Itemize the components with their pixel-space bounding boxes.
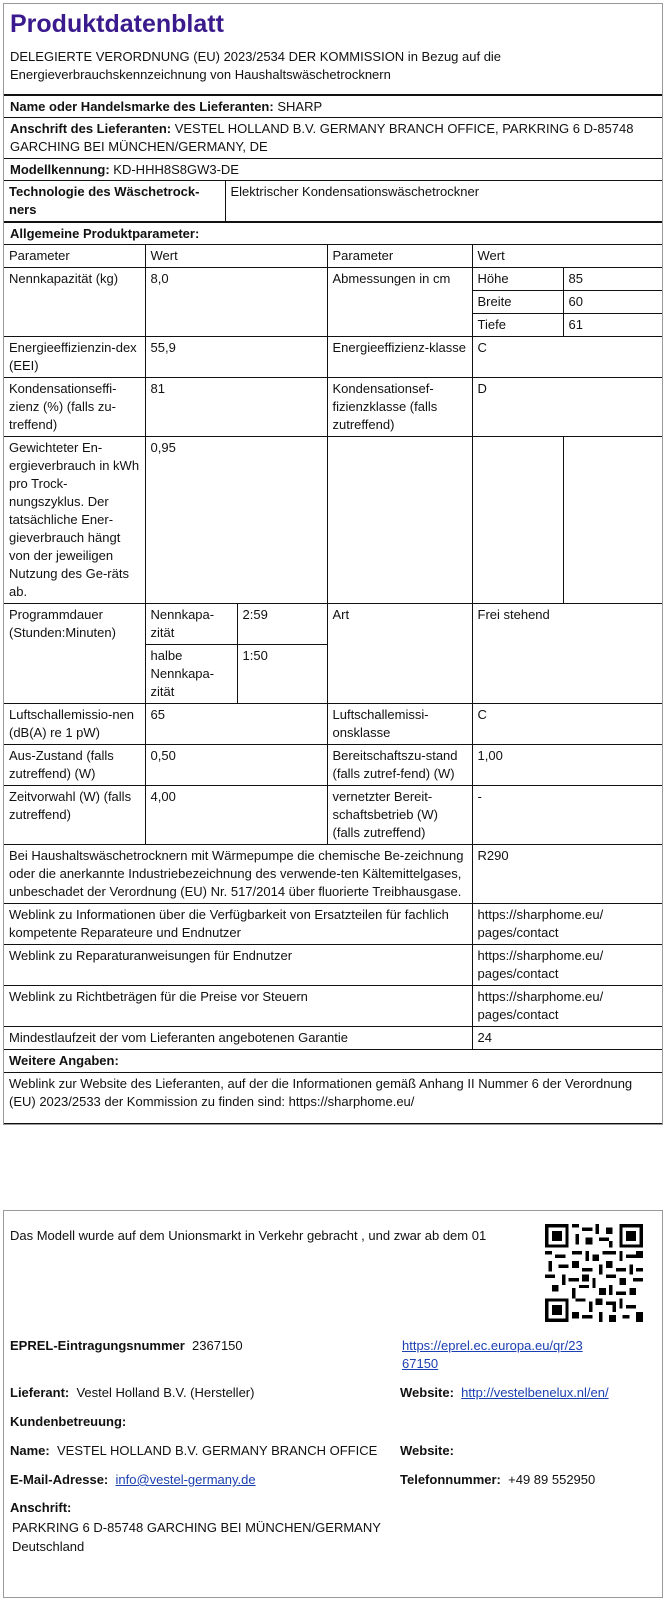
technology-label: Technologie des Wäschetrock-ners bbox=[4, 181, 225, 222]
repair-link[interactable]: https://sharphome.eu/ pages/contact bbox=[472, 945, 662, 986]
table-row bbox=[4, 845, 662, 904]
table-row bbox=[4, 437, 662, 604]
spare-parts-label: Weblink zu Informationen über die Verfügbarkeit von Ersatzteilen für fachlich kompetente Reparateure und Endnutzer bbox=[4, 904, 472, 945]
supplier-label: Lieferant: bbox=[10, 1385, 70, 1400]
type-value: Frei stehend bbox=[472, 604, 662, 704]
refrigerant-label: Bei Haushaltswäschetrocknern mit Wärmepumpe die chemische Be-zeichnung oder die anerkannte Industriebezeichnung des verwende-ten Kältemittelgases, unbeschadet der Verordnung (EU) Nr. 517/2014 über fluorierte Treibhausgase. bbox=[4, 845, 472, 904]
params-table bbox=[4, 244, 662, 1124]
standby-value: 1,00 bbox=[472, 745, 662, 786]
address-line2: Deutschland bbox=[12, 1539, 85, 1554]
off-mode-value: 0,50 bbox=[145, 745, 327, 786]
noise-class-value: C bbox=[472, 704, 662, 745]
empty-cell bbox=[563, 437, 662, 604]
col-header-param2: Parameter bbox=[327, 245, 472, 268]
technology-value: Elektrischer Kondensationswäschetrockner bbox=[225, 181, 662, 222]
supplier-name-label: Name oder Handelsmarke des Lieferanten: bbox=[10, 99, 274, 114]
standby-label: Bereitschaftszu-stand (falls zutref-fend) (W) bbox=[327, 745, 472, 786]
height-value: 85 bbox=[563, 268, 662, 291]
supplier-row bbox=[10, 1384, 254, 1402]
delay-start-value: 4,00 bbox=[145, 786, 327, 845]
type-label: Art bbox=[327, 604, 472, 704]
energy-consumption-label: Gewichteter En-ergieverbrauch in kWh pro Trock-nungszyklus. Der tatsächliche Ener-gieverbrauch hängt von der jeweiligen Nutzung des Ge-räts ab. bbox=[4, 437, 145, 604]
eprel-link-line1: https://eprel.ec.europa.eu/qr/23 bbox=[402, 1338, 583, 1353]
supplier-value: Vestel Holland B.V. (Hersteller) bbox=[76, 1385, 255, 1400]
care-name-value: VESTEL HOLLAND B.V. GERMANY BRANCH OFFICE bbox=[56, 1443, 378, 1458]
market-text: Das Modell wurde auf dem Unionsmarkt in Verkehr gebracht , und zwar ab dem 01 bbox=[10, 1228, 487, 1243]
supplier-name-value: SHARP bbox=[277, 99, 323, 114]
phone-row bbox=[400, 1471, 595, 1489]
table-row bbox=[4, 945, 662, 986]
program-full-value: 2:59 bbox=[237, 604, 327, 645]
care-website-label: Website: bbox=[400, 1443, 454, 1458]
eprel-link[interactable] bbox=[402, 1337, 583, 1373]
qr-code-icon[interactable] bbox=[545, 1224, 643, 1322]
table-row bbox=[4, 378, 662, 437]
table-row bbox=[4, 704, 662, 745]
program-half-label: halbe Nennkapa-zität bbox=[145, 645, 237, 704]
networked-standby-value: - bbox=[472, 786, 662, 845]
col-header-param: Parameter bbox=[4, 245, 145, 268]
noise-value: 65 bbox=[145, 704, 327, 745]
capacity-value: 8,0 bbox=[145, 268, 327, 337]
dimensions-label: Abmessungen in cm bbox=[327, 268, 472, 337]
program-full-label: Nennkapa-zität bbox=[145, 604, 237, 645]
phone-label: Telefonnummer: bbox=[400, 1472, 501, 1487]
energy-class-value: C bbox=[472, 337, 662, 378]
table-row bbox=[4, 986, 662, 1027]
regulation-subtitle: DELEGIERTE VERORDNUNG (EU) 2023/2534 DER KOMMISSION in Bezug auf die Energieverbrauchskennzeichnung von Haushaltswäschetrocknern bbox=[10, 49, 502, 82]
table-row bbox=[4, 268, 662, 291]
off-mode-label: Aus-Zustand (falls zutreffend) (W) bbox=[4, 745, 145, 786]
address-line1: PARKRING 6 D-85748 GARCHING BEI MÜNCHEN/GERMANY bbox=[12, 1520, 381, 1535]
table-row bbox=[4, 745, 662, 786]
params-section-title: Allgemeine Produktparameter: bbox=[4, 222, 662, 244]
width-value: 60 bbox=[563, 291, 662, 314]
care-name-row bbox=[10, 1442, 377, 1460]
table-row bbox=[4, 1050, 662, 1073]
delay-start-label: Zeitvorwahl (W) (falls zutreffend) bbox=[4, 786, 145, 845]
params-header-row bbox=[4, 245, 662, 268]
more-info-text: Weblink zur Website des Lieferanten, auf der die Informationen gemäß Anhang II Nummer 6 der Verordnung (EU) 2023/2533 der Kommission zu finden sind: https://sharphome.eu/ bbox=[4, 1073, 662, 1124]
website-label: Website: bbox=[400, 1385, 454, 1400]
email-link[interactable]: info@vestel-germany.de bbox=[115, 1472, 256, 1487]
col-header-value: Wert bbox=[145, 245, 327, 268]
empty-cell bbox=[327, 437, 472, 604]
condensation-label: Kondensationseffi-zienz (%) (falls zu-treffend) bbox=[4, 378, 145, 437]
table-row bbox=[4, 1027, 662, 1050]
noise-class-label: Luftschallemissi-onsklasse bbox=[327, 704, 472, 745]
table-row bbox=[4, 786, 662, 845]
warranty-label: Mindestlaufzeit der vom Lieferanten angebotenen Garantie bbox=[4, 1027, 472, 1050]
website-row bbox=[400, 1384, 609, 1402]
website-link[interactable]: http://vestelbenelux.nl/en/ bbox=[461, 1385, 609, 1400]
depth-label: Tiefe bbox=[472, 314, 563, 337]
refrigerant-value: R290 bbox=[472, 845, 662, 904]
model-value: KD-HHH8S8GW3-DE bbox=[113, 162, 239, 177]
condensation-class-label: Kondensationsef-fizienzklasse (falls zutreffend) bbox=[327, 378, 472, 437]
empty-cell bbox=[472, 437, 563, 604]
address-title: Anschrift: bbox=[10, 1500, 72, 1515]
energy-class-label: Energieeffizienz-klasse bbox=[327, 337, 472, 378]
eei-value: 55,9 bbox=[145, 337, 327, 378]
supplier-address-row bbox=[4, 117, 662, 158]
table-row bbox=[4, 337, 662, 378]
supplier-address-label: Anschrift des Lieferanten: bbox=[10, 121, 172, 136]
capacity-label: Nennkapazität (kg) bbox=[4, 268, 145, 337]
phone-value: +49 89 552950 bbox=[508, 1472, 596, 1487]
spare-parts-link[interactable]: https://sharphome.eu/ pages/contact bbox=[472, 904, 662, 945]
email-label: E-Mail-Adresse: bbox=[10, 1472, 109, 1487]
supplier-address-value: VESTEL HOLLAND B.V. GERMANY BRANCH OFFICE, PARKRING 6 D-85748 GARCHING BEI MÜNCHEN/GERMANY, DE bbox=[10, 121, 634, 154]
price-label: Weblink zu Richtbeträgen für die Preise vor Steuern bbox=[4, 986, 472, 1027]
height-label: Höhe bbox=[472, 268, 563, 291]
table-row bbox=[4, 904, 662, 945]
col-header-value2: Wert bbox=[472, 245, 662, 268]
condensation-value: 81 bbox=[145, 378, 327, 437]
eprel-link-line2: 67150 bbox=[402, 1356, 439, 1371]
more-info-title: Weitere Angaben: bbox=[4, 1050, 662, 1073]
warranty-value: 24 bbox=[472, 1027, 662, 1050]
eprel-value: 2367150 bbox=[192, 1338, 243, 1353]
noise-label: Luftschallemissio-nen (dB(A) re 1 pW) bbox=[4, 704, 145, 745]
care-name-label: Name: bbox=[10, 1443, 50, 1458]
email-row bbox=[10, 1471, 256, 1489]
repair-label: Weblink zu Reparaturanweisungen für Endnutzer bbox=[4, 945, 472, 986]
energy-consumption-value: 0,95 bbox=[145, 437, 327, 604]
width-label: Breite bbox=[472, 291, 563, 314]
price-link[interactable]: https://sharphome.eu/ pages/contact bbox=[472, 986, 662, 1027]
eei-label: Energieeffizienzin-dex (EEI) bbox=[4, 337, 145, 378]
model-label: Modellkennung: bbox=[10, 162, 110, 177]
program-duration-label: Programmdauer (Stunden:Minuten) bbox=[4, 604, 145, 704]
networked-standby-label: vernetzter Bereit-schaftsbetrieb (W) (falls zutreffend) bbox=[327, 786, 472, 845]
program-half-value: 1:50 bbox=[237, 645, 327, 704]
model-row bbox=[4, 158, 662, 180]
table-row bbox=[4, 604, 662, 645]
condensation-class-value: D bbox=[472, 378, 662, 437]
page-title: Produktdatenblatt bbox=[10, 10, 224, 38]
care-website-row bbox=[400, 1442, 454, 1460]
product-data-sheet bbox=[3, 3, 663, 1125]
eprel-row bbox=[10, 1337, 243, 1355]
table-row bbox=[4, 1073, 662, 1124]
footer-panel bbox=[3, 1210, 663, 1598]
supplier-name-row bbox=[4, 94, 662, 117]
technology-table bbox=[4, 180, 662, 222]
customer-care-title: Kundenbetreuung: bbox=[10, 1414, 127, 1429]
depth-value: 61 bbox=[563, 314, 662, 337]
eprel-label: EPREL-Eintragungsnummer bbox=[10, 1338, 185, 1353]
